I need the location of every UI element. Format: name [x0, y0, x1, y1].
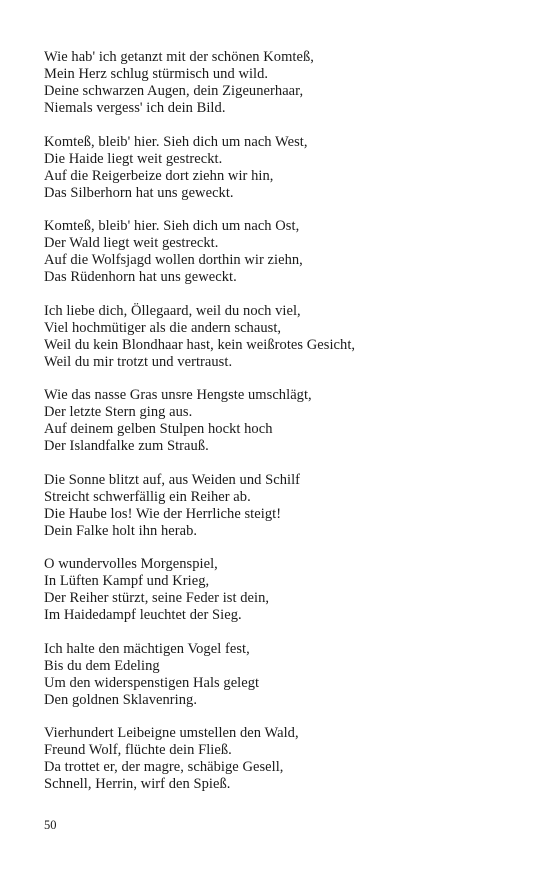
poem-line: Der Reiher stürzt, seine Feder ist dein,: [44, 590, 270, 606]
stanza-5: [44, 387, 524, 455]
poem-line: Auf die Wolfsjagd wollen dorthin wir ziehn,: [44, 252, 303, 268]
poem-line: Weil du kein Blondhaar hast, kein weißrotes Gesicht,: [44, 336, 356, 353]
poem-line: Mein Herz schlug stürmisch und wild.: [44, 66, 269, 82]
poem-line: Der Islandfalke zum Strauß.: [44, 438, 209, 454]
stanza-2: [44, 134, 524, 202]
poem-line: Die Haide liegt weit gestreckt.: [44, 150, 223, 167]
poem-line: Da trottet er, der magre, schäbige Gesell,: [44, 759, 284, 775]
poem-body: [44, 49, 524, 810]
poem-line: Wie das nasse Gras unsre Hengste umschlägt,: [44, 387, 312, 403]
stanza-6: [44, 472, 524, 540]
stanza-4: [44, 303, 524, 371]
poem-line: Komteß, bleib' hier. Sieh dich um nach Ost,: [44, 218, 300, 234]
stanza-8: [44, 641, 524, 709]
poem-line: Das Rüdenhorn hat uns geweckt.: [44, 269, 237, 285]
poem-line: Ich liebe dich, Öllegaard, weil du noch viel,: [44, 302, 301, 319]
poem-line: Die Haube los! Wie der Herrliche steigt!: [44, 505, 282, 522]
poem-line: Das Silberhorn hat uns geweckt.: [44, 184, 234, 201]
poem-line: Wie hab' ich getanzt mit der schönen Komteß,: [44, 49, 314, 65]
stanza-9: [44, 725, 524, 793]
poem-line: Bis du dem Edeling: [44, 657, 160, 674]
poem-line: Weil du mir trotzt und vertraust.: [44, 353, 233, 370]
stanza-1: [44, 49, 524, 117]
poem-line: Den goldnen Sklavenring.: [44, 691, 198, 708]
poem-line: Streicht schwerfällig ein Reiher ab.: [44, 488, 251, 505]
poem-line: Um den widerspenstigen Hals gelegt: [44, 674, 260, 691]
stanza-3: [44, 218, 524, 286]
stanza-7: [44, 556, 524, 624]
poem-line: Die Sonne blitzt auf, aus Weiden und Schilf: [44, 471, 301, 488]
poem-line: Freund Wolf, flüchte dein Fließ.: [44, 742, 232, 758]
poem-line: Viel hochmütiger als die andern schaust,: [44, 319, 282, 336]
poem-line: Deine schwarzen Augen, dein Zigeunerhaar,: [44, 83, 304, 99]
poem-line: Der Wald liegt weit gestreckt.: [44, 235, 219, 251]
page-number: 50: [44, 818, 57, 832]
poem-line: Niemals vergess' ich dein Bild.: [44, 100, 226, 116]
poem-line: O wundervolles Morgenspiel,: [44, 556, 218, 572]
poem-line: Schnell, Herrin, wirf den Spieß.: [44, 776, 231, 792]
poem-line: Der letzte Stern ging aus.: [44, 404, 193, 420]
poem-line: In Lüften Kampf und Krieg,: [44, 573, 210, 589]
poem-line: Im Haidedampf leuchtet der Sieg.: [44, 607, 242, 623]
poem-line: Auf deinem gelben Stulpen hockt hoch: [44, 421, 273, 437]
poem-line: Auf die Reigerbeize dort ziehn wir hin,: [44, 167, 274, 184]
poem-line: Vierhundert Leibeigne umstellen den Wald,: [44, 725, 299, 741]
poem-line: Ich halte den mächtigen Vogel fest,: [44, 640, 250, 657]
poem-line: Komteß, bleib' hier. Sieh dich um nach West,: [44, 133, 308, 150]
poem-line: Dein Falke holt ihn herab.: [44, 522, 198, 539]
